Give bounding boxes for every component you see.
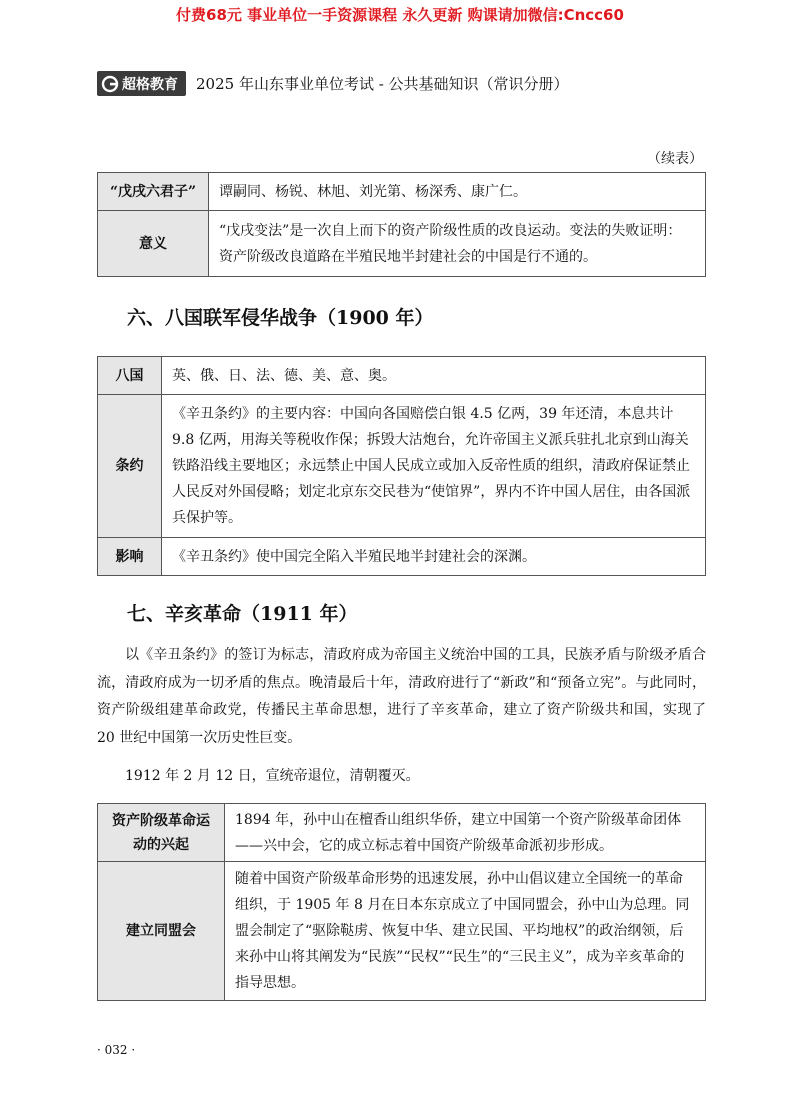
section-seven-title: 七、辛亥革命（1911 年） (127, 603, 358, 625)
table-row (98, 173, 706, 211)
table-row (98, 211, 706, 277)
brand-logo (97, 71, 186, 96)
continued-label: （续表） (647, 151, 703, 167)
table-row (98, 357, 706, 395)
row-content: 随着中国资产阶级革命形势的迅速发展，孙中山倡议建立全国统一的革命组织，于 1905 年 8 月在日本东京成立了中国同盟会，孙中山为总理。同盟会制定了“驱除鞑虏、恢复中华、建立民国、平均地权”的政治纲领，后来孙中山将其阐发为“民族”“民权”“民生”的“三民主义”，成为辛亥革命的指导思想。 (225, 862, 706, 1001)
logo-text: 超格教育 (122, 76, 178, 93)
row-header: 意义 (98, 211, 209, 277)
table-row (98, 395, 706, 538)
section-six-title: 六、八国联军侵华战争（1900 年） (127, 307, 434, 329)
header-title: 2025 年山东事业单位考试 - 公共基础知识（常识分册） (196, 75, 569, 93)
table-eight-nations (97, 356, 706, 576)
row-content: 《辛丑条约》的主要内容：中国向各国赔偿白银 4.5 亿两，39 年还清，本息共计 9.8 亿两，用海关等税收作保；拆毁大沽炮台，允许帝国主义派兵驻扎北京到山海关铁路沿线主要地区；永远禁止中国人民成立或加入反帝性质的组织，清政府保证禁止人民反对外国侵略；划定北京东交民巷为“使馆界”，界内不许中国人居住，由各国派兵保护等。 (162, 395, 706, 538)
row-content: 谭嗣同、杨锐、林旭、刘光第、杨深秀、康广仁。 (209, 173, 706, 211)
paragraph: 1912 年 2 月 12 日，宣统帝退位，清朝覆灭。 (125, 768, 420, 784)
row-content: 英、俄、日、法、德、美、意、奥。 (162, 357, 706, 395)
table-row (98, 804, 706, 862)
page-number: · 032 · (97, 1043, 136, 1057)
page-header (97, 71, 569, 96)
row-content: 1894 年，孙中山在檀香山组织华侨，建立中国第一个资产阶级革命团体——兴中会，它的成立标志着中国资产阶级革命派初步形成。 (225, 804, 706, 862)
row-header: 八国 (98, 357, 162, 395)
table-row (98, 862, 706, 1001)
row-header: 建立同盟会 (98, 862, 225, 1001)
row-header: 条约 (98, 395, 162, 538)
row-content: 《辛丑条约》使中国完全陷入半殖民地半封建社会的深渊。 (162, 538, 706, 576)
promo-banner: 付费68元 事业单位一手资源课程 永久更新 购课请加微信:Cncc60 (176, 6, 624, 24)
row-content: “戊戌变法”是一次自上而下的资产阶级性质的改良运动。变法的失败证明：资产阶级改良道路在半殖民地半封建社会的中国是行不通的。 (209, 211, 706, 277)
logo-icon (101, 75, 119, 93)
table-wuxu (97, 172, 706, 277)
table-revolution (97, 803, 706, 1001)
paragraph: 以《辛丑条约》的签订为标志，清政府成为帝国主义统治中国的工具，民族矛盾与阶级矛盾合流，清政府成为一切矛盾的焦点。晚清最后十年，清政府进行了“新政”和“预备立宪”。与此同时，资产阶级组建革命政党，传播民主革命思想，进行了辛亥革命，建立了资产阶级共和国，实现了 20 世纪中国第一次历史性巨变。 (97, 647, 706, 746)
row-header: 资产阶级革命运动的兴起 (98, 804, 225, 862)
row-header: 影响 (98, 538, 162, 576)
row-header: “戊戌六君子” (98, 173, 209, 211)
table-row (98, 538, 706, 576)
